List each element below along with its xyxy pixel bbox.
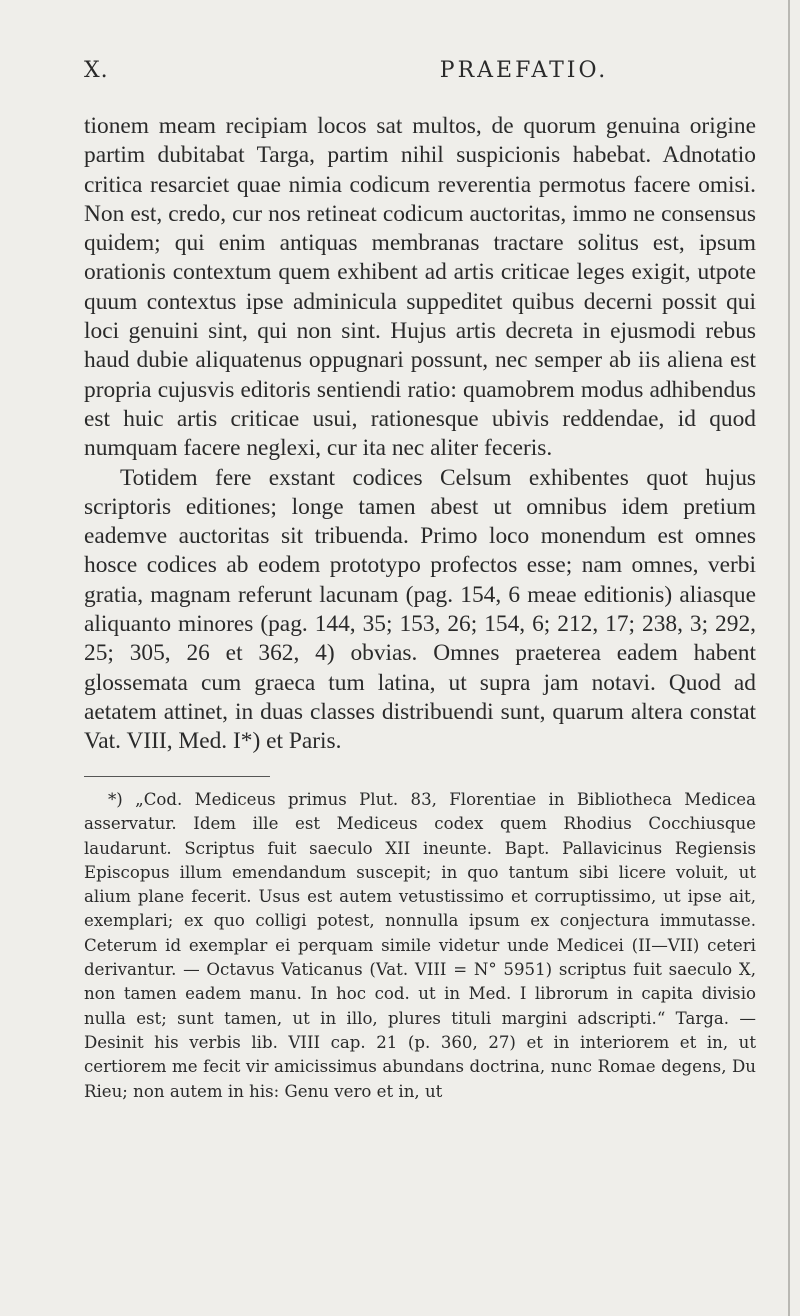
paragraph-1: tionem meam recipiam locos sat multos, de quorum genuina origine partim dubitabat Targa, partim nihil suspicionis habebat. Adnotatio critica resarciet quae nimia codicum reverentia permotus facere omisi. Non est, credo, cur nos retineat codicum auctoritas, immo ne consensus quidem; qui enim antiquas membranas tractare solitus est, ipsum orationis contextum quem exhibent ad artis criticae leges exigit, utpote quum contextus ipse adminicula suppeditet quibus decerni possit qui loci genuini sint, qui non sint. Hujus artis decreta in ejusmodi rebus haud dubie aliquatenus oppugnari possunt, nec semper ab iis aliena est propria cujusvis editoris sentiendi ratio: quamobrem modus adhibendus est huic artis criticae usui, rationesque ubivis reddendae, id quod numquam facere neglexi, cur ita nec aliter feceris. [84, 113, 756, 462]
paragraph-2: Totidem fere exstant codices Celsum exhibentes quot hujus scriptoris editiones; longe tamen abest ut omnibus idem pretium eademve auctoritas sit tribuenda. Primo loco monendum est omnes hosce codices ab eodem prototypo profectos esse; nam omnes, verbi gratia, magnam referunt lacunam (pag. 154, 6 meae editionis) aliasque aliquanto minores (pag. 144, 35; 153, 26; 154, 6; 212, 17; 238, 3; 292, 25; 305, 26 et 362, 4) obvias. Omnes praeterea eadem habent glossemata cum graeca tum latina, ut supra jam notavi. Quod ad aetatem attinet, in duas classes distribuendi sunt, quarum altera constat Vat. VIII, Med. I*) et Paris. [84, 464, 756, 755]
page-header [84, 58, 764, 88]
running-title: PRAEFATIO. [439, 58, 609, 83]
footnote-text: *) „Cod. Mediceus primus Plut. 83, Florentiae in Bibliotheca Medicea asservatur. Idem ille est Mediceus codex quem Rhodius Cocchiusque laudarunt. Scriptus fuit saeculo XII ineunte. Bapt. Pallavicinus Regiensis Episcopus illum emendandum suscepit; in quo tantum sibi licere voluit, ut alium plane fecerit. Usus est autem vetustissimo et corruptissimo, ut ipse ait, exemplari; ex quo colligi potest, nonnulla ipsum ex conjectura immutasse. Ceterum id exemplar ei perquam simile videtur unde Medicei (II—VII) ceteri derivantur. — Octavus Vaticanus (Vat. VIII = N° 5951) scriptus fuit saeculo X, non tamen eadem manu. In hoc cod. ut in Med. I librorum in capita divisio nulla est; sunt tamen, ut in illo, plures tituli margini adscripti.“ Targa. — Desinit his verbis lib. VIII cap. 21 (p. 360, 27) et in interiorem et in, ut certiorem me fecit vir amicissimus abundans doctrina, nunc Romae degens, Du Rieu; non autem in his: Genu vero et in, ut [84, 790, 756, 1101]
page-edge-line [788, 0, 790, 1316]
footnote [84, 788, 756, 1104]
page-number: X. [84, 58, 109, 83]
footnote-divider [84, 776, 270, 777]
main-text [84, 112, 756, 757]
